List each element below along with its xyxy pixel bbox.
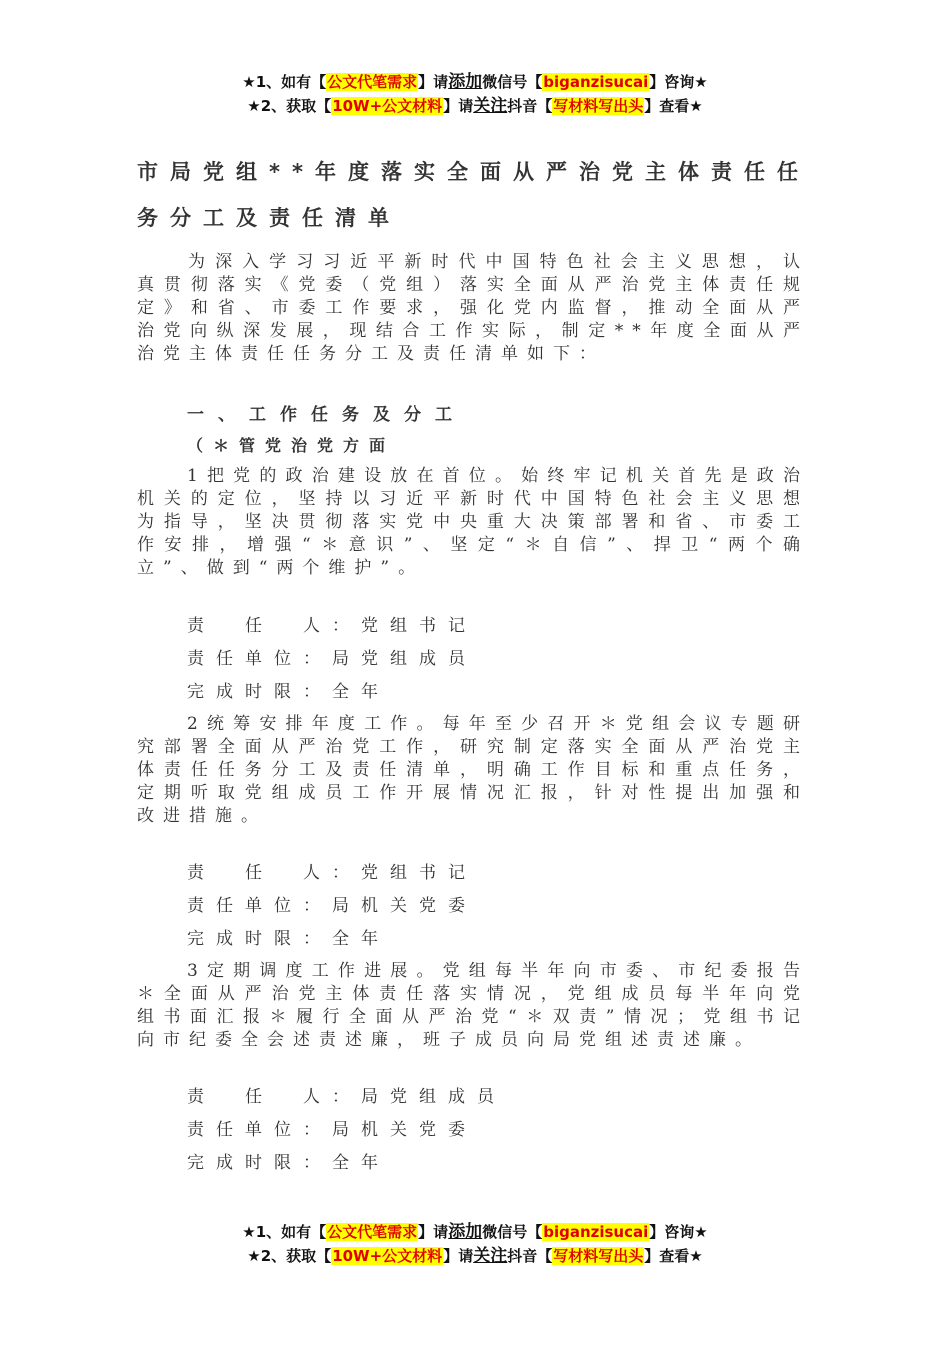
top-banner-line-1 [0, 70, 950, 94]
banner-text: 】咨询★ [649, 1223, 708, 1241]
intro-text: 为深入学习习近平新时代中国特色社会主义思想，认真贯彻落实《党委（党组）落实全面从严治党主体责任规定》和省、市委工作要求，强化党内监督，推动全面从严治党向纵深发展，现结合工作实际，制定**年度全面从严治党主体责任任务分工及责任清单如下： [137, 252, 809, 364]
deadline: 完成时限：全年 [187, 1153, 390, 1173]
task-item-1 [137, 465, 809, 580]
banner-text: 】查看★ [644, 97, 703, 115]
banner-text: 抖音【 [507, 97, 553, 115]
top-banner-line-2 [0, 94, 950, 118]
task-item-2 [137, 713, 809, 828]
banner-emphasis: 关注 [473, 96, 508, 116]
banner-text: 微信号【 [482, 73, 543, 91]
banner-text: ★1、如有【 [242, 1223, 327, 1241]
banner-text: 】请 [443, 1247, 474, 1265]
banner-text: ★2、获取【 [247, 1247, 332, 1265]
intro-paragraph [137, 251, 809, 366]
banner-highlight: 10W+公文材料 [332, 1247, 443, 1265]
banner-emphasis: 添加 [448, 72, 483, 92]
banner-text: 微信号【 [482, 1223, 543, 1241]
banner-text: 】请 [418, 1223, 449, 1241]
banner-emphasis: 添加 [448, 1222, 483, 1242]
responsible-unit: 责任单位：局机关党委 [187, 896, 477, 916]
banner-highlight: biganzisucai [543, 73, 649, 91]
banner-emphasis: 关注 [473, 1246, 508, 1266]
task-text: 2统筹安排年度工作。每年至少召开＊党组会议专题研究部署全面从严治党工作，研究制定落实全面从严治党主体责任任务分工及责任清单，明确工作目标和重点任务，定期听取党组成员工作开展情况汇报，针对性提出加强和改进措施。 [137, 714, 809, 826]
banner-highlight: 公文代笔需求 [327, 73, 418, 91]
section-heading: 一、工作任务及分工 [187, 405, 466, 425]
responsible-unit: 责任单位：局党组成员 [187, 649, 477, 669]
task-text: 3定期调度工作进展。党组每半年向市委、市纪委报告＊全面从严治党主体责任落实情况，党组成员每半年向党组书面汇报＊履行全面从严治党“＊双责”情况；党组书记向市纪委全会述责述廉，班子成员向局党组述责述廉。 [137, 961, 809, 1050]
responsible-person: 责 任 人：局党组成员 [187, 1087, 506, 1107]
banner-highlight: 10W+公文材料 [332, 97, 443, 115]
task-text: 1把党的政治建设放在首位。始终牢记机关首先是政治机关的定位，坚持以习近平新时代中国特色社会主义思想为指导，坚决贯彻落实党中央重大决策部署和省、市委工作安排，增强“＊意识”、坚定“＊自信”、捍卫“两个确立”、做到“两个维护”。 [137, 466, 809, 578]
responsible-unit: 责任单位：局机关党委 [187, 1120, 477, 1140]
banner-text: ★2、获取【 [247, 97, 332, 115]
banner-text: 】查看★ [644, 1247, 703, 1265]
deadline: 完成时限：全年 [187, 682, 390, 702]
deadline: 完成时限：全年 [187, 929, 390, 949]
banner-text: 】请 [418, 73, 449, 91]
bottom-banner-line-2 [0, 1244, 950, 1268]
banner-text: ★1、如有【 [242, 73, 327, 91]
document-title-line-2: 务分工及责任清单 [137, 206, 401, 230]
document-title-line-1: 市局党组**年度落实全面从严治党主体责任任 [137, 160, 810, 184]
task-item-3 [137, 960, 809, 1052]
subsection-heading: （＊管党治党方面 [187, 436, 396, 455]
banner-text: 】请 [443, 97, 474, 115]
banner-text: 抖音【 [507, 1247, 553, 1265]
responsible-person: 责 任 人：党组书记 [187, 863, 477, 883]
banner-highlight: 公文代笔需求 [327, 1223, 418, 1241]
banner-text: 】咨询★ [649, 73, 708, 91]
banner-highlight: 写材料写出头 [553, 1247, 644, 1265]
banner-highlight: 写材料写出头 [553, 97, 644, 115]
banner-highlight: biganzisucai [543, 1223, 649, 1241]
bottom-banner-line-1 [0, 1220, 950, 1244]
responsible-person: 责 任 人：党组书记 [187, 616, 477, 636]
